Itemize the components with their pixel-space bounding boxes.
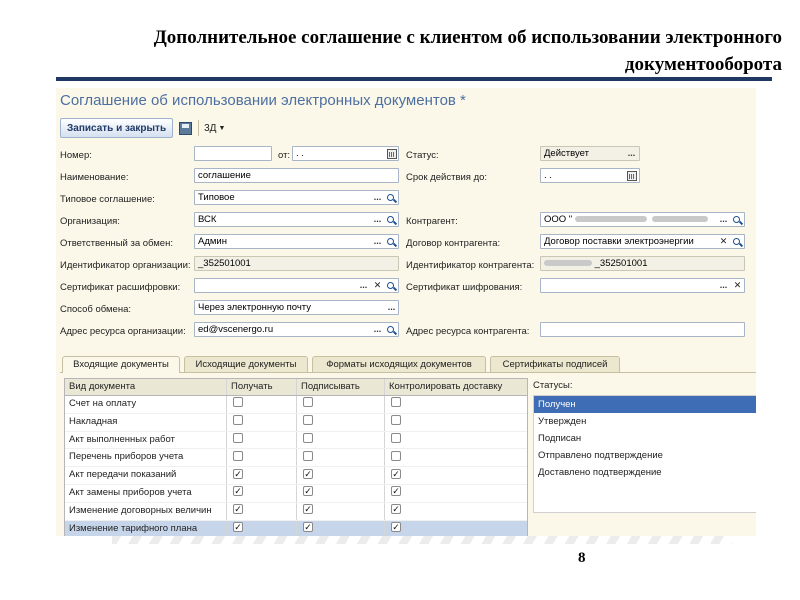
control-delivery-checkbox[interactable]: ✓ <box>392 522 400 533</box>
checkbox-cell <box>297 449 385 466</box>
receive-checkbox[interactable]: ✓ <box>234 486 242 497</box>
sign-checkbox[interactable]: ✓ <box>304 468 312 479</box>
save-icon[interactable] <box>179 122 192 135</box>
status-list-item[interactable]: Подписан <box>538 433 582 444</box>
redacted-text <box>652 216 708 222</box>
statuses-label: Статусы: <box>533 380 573 391</box>
checkbox-cell <box>385 485 527 502</box>
table-row[interactable] <box>65 432 527 450</box>
status-list-item[interactable]: Доставлено подтверждение <box>538 467 662 478</box>
threed-menu-button[interactable] <box>204 123 225 134</box>
checkbox-cell <box>297 467 385 484</box>
table-row[interactable] <box>65 503 527 521</box>
decrypt-cert-label: Сертификат расшифровки: <box>60 282 181 293</box>
form-title: Соглашение об использовании электронных документов * <box>60 92 466 109</box>
name-field[interactable]: соглашение <box>194 168 399 183</box>
valid-until-field[interactable]: . . <box>540 168 640 183</box>
sign-checkbox[interactable]: ✓ <box>304 486 312 497</box>
agreement-form-window <box>56 88 756 536</box>
sign-checkbox[interactable]: ✓ <box>304 522 312 533</box>
cp-address-field[interactable] <box>540 322 745 337</box>
sign-checkbox[interactable] <box>303 451 313 461</box>
table-row[interactable] <box>65 467 527 485</box>
receive-checkbox[interactable] <box>233 415 243 425</box>
encrypt-cert-field[interactable] <box>540 278 745 293</box>
checkbox-cell <box>227 503 297 520</box>
checkbox-cell <box>385 396 527 413</box>
control-delivery-checkbox[interactable] <box>391 433 401 443</box>
tab-incoming[interactable]: Входящие документы <box>62 356 180 373</box>
status-field[interactable]: Действует <box>540 146 640 161</box>
checkbox-cell <box>385 467 527 484</box>
table-row[interactable] <box>65 485 527 503</box>
search-icon[interactable] <box>387 282 394 289</box>
org-address-field[interactable]: ed@vscenergo.ru <box>194 322 399 337</box>
table-row[interactable] <box>65 414 527 432</box>
document-type-cell: Акт передачи показаний <box>65 467 227 484</box>
sign-checkbox[interactable]: ✓ <box>304 504 312 515</box>
table-body <box>65 396 527 536</box>
receive-checkbox[interactable]: ✓ <box>234 522 242 533</box>
document-type-cell: Акт выполненных работ <box>65 432 227 449</box>
exchange-method-select-button[interactable]: ... <box>387 302 396 312</box>
status-label: Статус: <box>406 150 439 161</box>
exchange-method-label: Способ обмена: <box>60 304 132 315</box>
incoming-documents-table <box>64 378 528 536</box>
chevron-down-icon: ▼ <box>218 124 226 132</box>
table-row[interactable] <box>65 396 527 414</box>
tab-outgoing[interactable]: Исходящие документы <box>184 356 308 372</box>
sign-checkbox[interactable] <box>303 415 313 425</box>
document-type-cell: Изменение договорных величин <box>65 503 227 520</box>
checkbox-cell <box>227 414 297 431</box>
checkbox-cell <box>227 467 297 484</box>
table-row[interactable] <box>65 521 527 536</box>
number-field[interactable] <box>194 146 272 161</box>
tab-certificates[interactable]: Сертификаты подписей <box>490 356 620 372</box>
checkbox-cell <box>385 503 527 520</box>
checkbox-cell <box>385 414 527 431</box>
status-list-item[interactable]: Утвержден <box>538 416 587 427</box>
org-address-label: Адрес ресурса организации: <box>60 326 186 337</box>
checkbox-cell <box>227 485 297 502</box>
checkbox-cell <box>297 414 385 431</box>
typical-agreement-label: Типовое соглашение: <box>60 194 155 205</box>
column-header[interactable]: Получать <box>227 379 297 395</box>
status-select-button[interactable]: ... <box>627 148 636 158</box>
receive-checkbox[interactable] <box>233 433 243 443</box>
sign-checkbox[interactable] <box>303 397 313 407</box>
number-label: Номер: <box>60 150 92 161</box>
statuses-list <box>533 395 756 513</box>
document-type-cell: Накладная <box>65 414 227 431</box>
search-icon[interactable] <box>387 238 394 245</box>
search-icon[interactable] <box>387 326 394 333</box>
page-number: 8 <box>578 550 586 566</box>
checkbox-cell <box>297 396 385 413</box>
document-type-cell: Перечень приборов учета <box>65 449 227 466</box>
date-field[interactable]: . . <box>292 146 399 161</box>
slide-title: Дополнительное соглашение с клиентом об использовании электронного документооборота <box>153 27 782 75</box>
typical-agreement-field[interactable]: Типовое <box>194 190 399 205</box>
column-header[interactable]: Контролировать доставку <box>389 381 503 392</box>
org-address-select-button[interactable]: ... <box>373 324 382 334</box>
cp-id-value: _352501001 <box>594 258 648 269</box>
search-icon[interactable] <box>387 216 394 223</box>
checkbox-cell <box>385 521 527 536</box>
receive-checkbox[interactable]: ✓ <box>234 504 242 515</box>
date-label: от: <box>278 150 291 161</box>
typical-select-button[interactable]: ... <box>373 192 382 202</box>
checkbox-cell <box>385 432 527 449</box>
decrypt-cert-select-button[interactable]: ... <box>359 280 368 290</box>
exchange-method-field[interactable]: Через электронную почту <box>194 300 399 315</box>
control-delivery-checkbox[interactable] <box>391 451 401 461</box>
column-header[interactable]: Вид документа <box>65 379 227 395</box>
counterparty-select-button[interactable]: ... <box>719 214 728 224</box>
receive-checkbox[interactable] <box>233 397 243 407</box>
receive-checkbox[interactable] <box>233 451 243 461</box>
search-icon[interactable] <box>733 216 740 223</box>
checkbox-cell <box>297 485 385 502</box>
search-icon[interactable] <box>387 194 394 201</box>
checkbox-cell <box>227 521 297 536</box>
checkbox-cell <box>297 521 385 536</box>
checkbox-cell <box>297 503 385 520</box>
control-delivery-checkbox[interactable] <box>391 397 401 407</box>
name-label: Наименование: <box>60 172 129 183</box>
document-type-cell: Счет на оплату <box>65 396 227 413</box>
document-type-cell: Изменение тарифного плана <box>65 521 227 536</box>
status-list-item[interactable]: Отправлено подтверждение <box>538 450 663 461</box>
sign-checkbox[interactable] <box>303 433 313 443</box>
decorative-stripe <box>112 536 732 544</box>
clear-icon[interactable]: ✕ <box>733 280 742 290</box>
counterparty-field[interactable] <box>540 212 745 227</box>
redacted-text <box>575 216 647 222</box>
control-delivery-checkbox[interactable] <box>391 415 401 425</box>
title-divider <box>56 77 772 81</box>
control-delivery-checkbox[interactable]: ✓ <box>392 468 400 479</box>
responsible-label: Ответственный за обмен: <box>60 238 173 249</box>
table-row[interactable] <box>65 449 527 467</box>
clear-icon[interactable]: ✕ <box>719 236 728 246</box>
form-toolbar <box>60 118 225 138</box>
cp-address-label: Адрес ресурса контрагента: <box>406 326 530 337</box>
save-and-close-button[interactable]: Записать и закрыть <box>60 118 173 138</box>
checkbox-cell <box>297 432 385 449</box>
receive-checkbox[interactable]: ✓ <box>234 468 242 479</box>
encrypt-cert-label: Сертификат шифрования: <box>406 282 523 293</box>
control-delivery-checkbox[interactable]: ✓ <box>392 486 400 497</box>
organization-select-button[interactable]: ... <box>373 214 382 224</box>
threed-label: 3Д <box>204 122 217 134</box>
cp-id-label: Идентификатор контрагента: <box>406 260 535 271</box>
control-delivery-checkbox[interactable]: ✓ <box>392 504 400 515</box>
calendar-icon[interactable] <box>627 171 637 181</box>
org-id-label: Идентификатор организации: <box>60 260 191 271</box>
redacted-text <box>544 260 592 266</box>
checkbox-cell <box>227 449 297 466</box>
calendar-icon[interactable] <box>387 149 397 159</box>
encrypt-cert-select-button[interactable]: ... <box>719 280 728 290</box>
valid-until-label: Срок действия до: <box>406 172 488 183</box>
checkbox-cell <box>227 396 297 413</box>
counterparty-label: Контрагент: <box>406 216 458 227</box>
responsible-field[interactable]: Админ <box>194 234 399 249</box>
responsible-select-button[interactable]: ... <box>373 236 382 246</box>
checkbox-cell <box>227 432 297 449</box>
contract-label: Договор контрагента: <box>406 238 501 249</box>
document-type-cell: Акт замены приборов учета <box>65 485 227 502</box>
table-header <box>65 379 527 396</box>
clear-icon[interactable]: ✕ <box>373 280 382 290</box>
status-list-item[interactable]: Получен <box>534 396 756 413</box>
org-id-field[interactable]: _352501001 <box>194 256 399 271</box>
cp-id-field[interactable] <box>540 256 745 271</box>
search-icon[interactable] <box>733 238 740 245</box>
contract-field[interactable]: Договор поставки электроэнергии <box>540 234 745 249</box>
counterparty-value: ООО " <box>544 214 573 225</box>
toolbar-separator <box>198 120 199 136</box>
organization-label: Организация: <box>60 216 120 227</box>
tab-outgoing-formats[interactable]: Форматы исходящих документов <box>312 356 486 372</box>
checkbox-cell <box>385 449 527 466</box>
organization-field[interactable]: ВСК <box>194 212 399 227</box>
column-header[interactable]: Подписывать <box>297 379 385 395</box>
